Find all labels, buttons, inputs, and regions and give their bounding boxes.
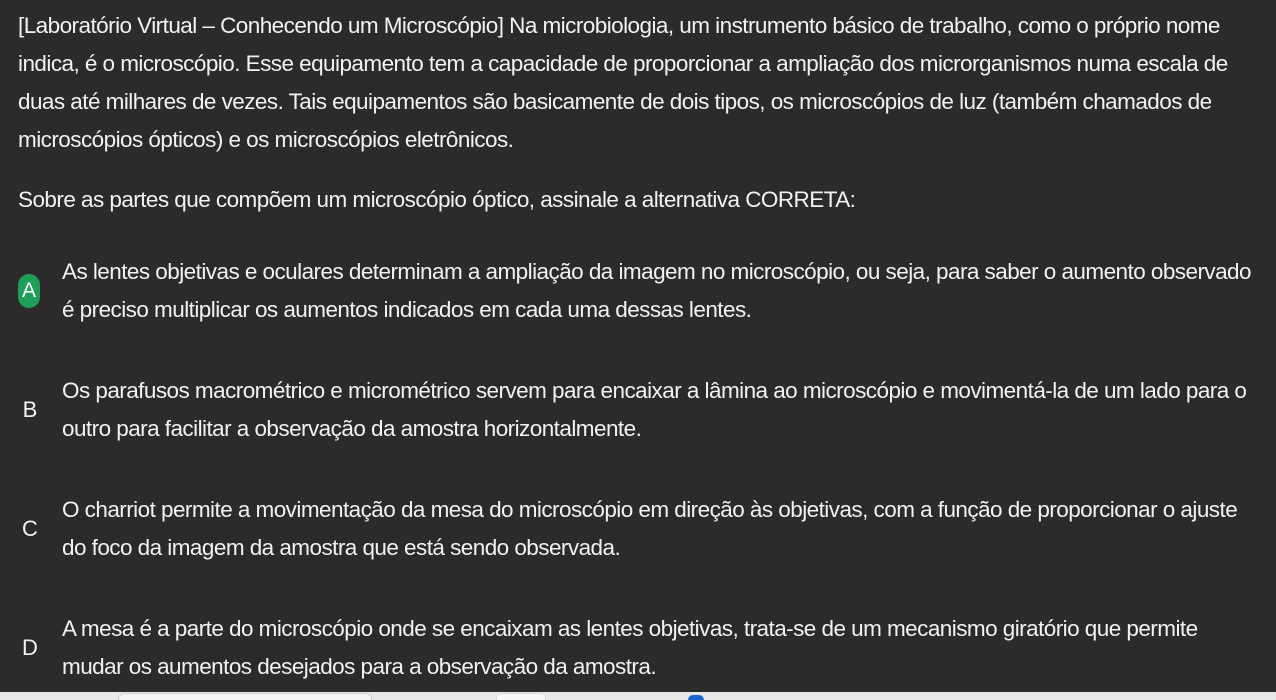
option-d[interactable]: [18, 610, 1258, 686]
option-a-letter-badge: A: [18, 274, 40, 308]
option-d-text: A mesa é a parte do microscópio onde se encaixam as lentes objetivas, trata-se de um mecanismo giratório que permite mudar os aumentos desejados para a observação da amostra.: [62, 616, 1198, 679]
option-a-text: As lentes objetivas e oculares determinam a ampliação da imagem no microscópio, ou seja, para saber o aumento observado é preciso multiplicar os aumentos indicados em cada uma dessas lentes.: [62, 259, 1251, 322]
question-text: [Laboratório Virtual – Conhecendo um Microscópio] Na microbiologia, um instrumento básico de trabalho, como o próprio nome indica, é o microscópio. Esse equipamento tem a capacidade de proporcionar a ampliação dos microrganismos numa escala de duas até milhares de vezes. Tais equipamentos são basicamente de dois tipos, os microscópios de luz (também chamados de microscópios ópticos) e os microscópios eletrônicos.: [18, 13, 1228, 152]
bottom-input-edge[interactable]: [118, 693, 372, 700]
bottom-indicator-dot: [688, 695, 704, 700]
question-instruction: Sobre as partes que compõem um microscópio óptico, assinale a alternativa CORRETA:: [18, 187, 856, 212]
option-c-text: O charriot permite a movimentação da mesa do microscópio em direção às objetivas, com a função de proporcionar o ajuste do foco da imagem da amostra que está sendo observada.: [62, 497, 1238, 560]
option-c-letter: C: [22, 516, 38, 541]
option-b-text: Os parafusos macrométrico e micrométrico servem para encaixar a lâmina ao microscópio e movimentá-la de um lado para o outro para facilitar a observação da amostra horizontalmente.: [62, 378, 1247, 441]
option-b[interactable]: [18, 372, 1258, 448]
question-text-block: [18, 7, 1258, 159]
bottom-button-edge[interactable]: [496, 693, 546, 700]
option-d-letter: D: [22, 635, 38, 660]
option-a[interactable]: [18, 253, 1258, 329]
option-c[interactable]: [18, 491, 1258, 567]
option-b-letter: B: [22, 397, 38, 422]
